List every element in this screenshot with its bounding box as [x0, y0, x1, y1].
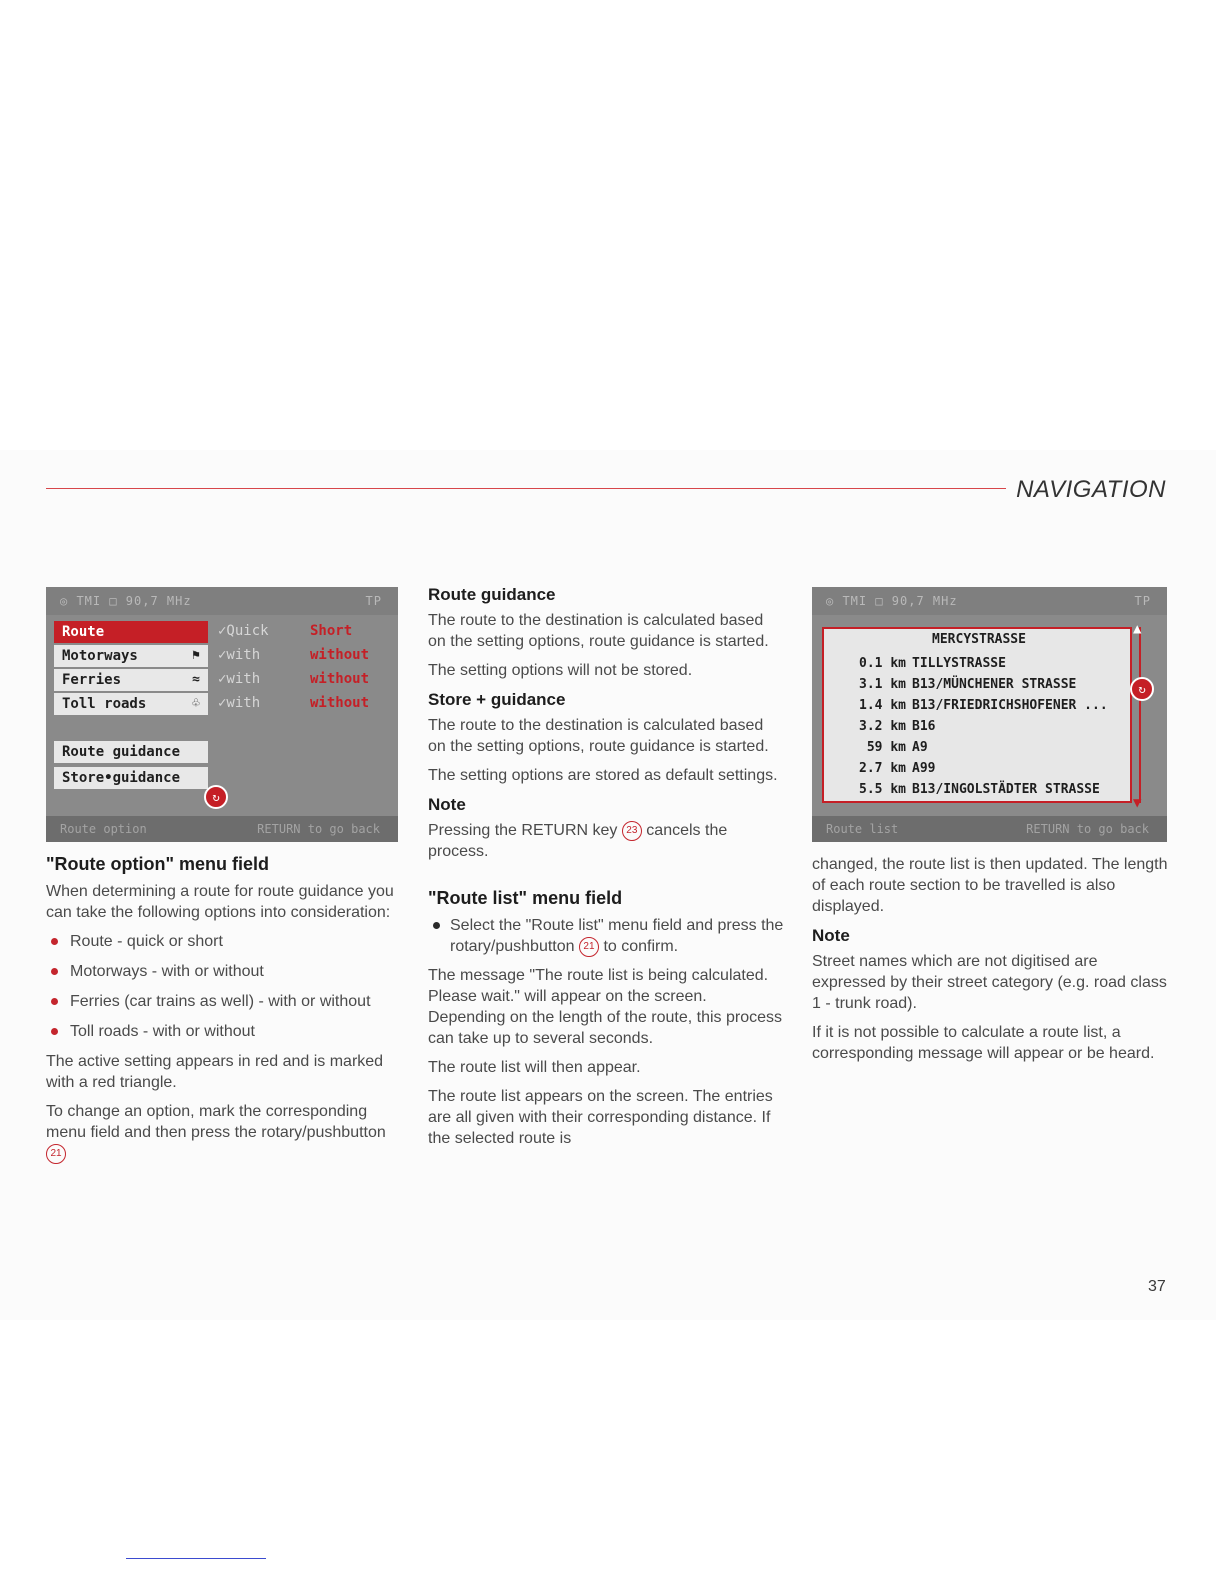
list-item[interactable]: 3.1 km B13/MÜNCHENER STRASSE	[859, 677, 1077, 692]
option-toll-with[interactable]: ✓with	[218, 695, 261, 711]
header-rule	[46, 488, 1006, 489]
button-ref-23: 23	[622, 821, 642, 841]
route-start-street: MERCYSTRASSE	[932, 632, 1026, 647]
paragraph: changed, the route list is then updated. The length of each route section to be travelled is also displayed.	[812, 856, 1168, 915]
screen-bottom-bar	[812, 816, 1167, 842]
list-item: Motorways - with or without	[46, 961, 400, 982]
heading-route-list: "Route list" menu field	[428, 888, 623, 908]
screen-name: Route option	[60, 822, 147, 836]
ferry-icon: ≈	[192, 672, 200, 687]
paragraph: The route to the destination is calculated based on the setting options, route guidance is started.	[428, 717, 769, 755]
paragraph: If it is not possible to calculate a route list, a corresponding message will appear or be heard.	[812, 1024, 1155, 1062]
option-route-short[interactable]: Short	[310, 623, 353, 639]
scroll-up-arrow-icon[interactable]: ▲	[1133, 621, 1142, 637]
option-ferries-with[interactable]: ✓with	[218, 671, 261, 687]
paragraph: The setting options will not be stored.	[428, 662, 693, 679]
option-motorways-without[interactable]: without	[310, 647, 370, 663]
menu-item-toll-roads[interactable]: Toll roads ♧	[54, 693, 208, 715]
status-text: ◎ TMI □ 90,7 MHz	[60, 594, 192, 608]
menu-item-route[interactable]: Route	[54, 621, 208, 643]
paragraph: To change an option, mark the corresponding menu field and then press the rotary/pushbutton 21	[46, 1101, 400, 1164]
scroll-down-arrow-icon[interactable]: ▼	[1133, 795, 1142, 811]
options-list	[46, 931, 400, 1042]
menu-item-ferries[interactable]: Ferries ≈	[54, 669, 208, 691]
return-hint: RETURN to go back	[1026, 822, 1149, 836]
scrollbar[interactable]	[1139, 627, 1141, 803]
list-item[interactable]: 3.2 km B16	[859, 719, 936, 734]
paragraph: The route list appears on the screen. The entries are all given with their corresponding distance. If the selected route is	[428, 1088, 773, 1147]
tp-indicator: TP	[1134, 594, 1151, 608]
tp-indicator: TP	[365, 594, 382, 608]
route-list[interactable]	[822, 627, 1132, 803]
heading-route-option: "Route option" menu field	[46, 854, 270, 874]
motorway-icon: ⚑	[192, 648, 200, 663]
list-item[interactable]: 59 km A9	[866, 740, 928, 755]
screen-status-bar	[46, 587, 398, 615]
paragraph: When determining a route for route guidance you can take the following options into consideration:	[46, 883, 394, 921]
status-text: ◎ TMI □ 90,7 MHz	[826, 594, 958, 608]
route-list-screen	[812, 587, 1167, 842]
rotary-knob-icon: ↻	[1130, 677, 1154, 701]
heading-note: Note	[812, 926, 850, 945]
paragraph: The message "The route list is being calculated. Please wait." will appear on the screen. Depending on the length of the route, this process can take up to several seconds.	[428, 967, 783, 1047]
screen-status-bar	[812, 587, 1167, 615]
heading-route-guidance: Route guidance	[428, 585, 556, 604]
screen-name: Route list	[826, 822, 899, 836]
column-1	[46, 854, 400, 1172]
list-item[interactable]: 2.7 km A99	[859, 761, 936, 776]
option-ferries-without[interactable]: without	[310, 671, 370, 687]
button-ref-21: 21	[46, 1144, 66, 1164]
list-item: Route - quick or short	[46, 931, 400, 952]
column-2	[428, 584, 784, 1157]
toll-icon: ♧	[192, 696, 200, 711]
menu-item-motorways[interactable]: Motorways ⚑	[54, 645, 208, 667]
rotary-knob-icon: ↻	[204, 785, 228, 809]
menu-item-store-guidance[interactable]: Store•guidance	[54, 767, 208, 789]
section-title: NAVIGATION	[1016, 476, 1166, 503]
list-item[interactable]: 0.1 km TILLYSTRASSE	[859, 656, 1006, 671]
screen-bottom-bar	[46, 816, 398, 842]
paragraph: Select the "Route list" menu field and press the rotary/pushbutton 21 to confirm.	[428, 915, 784, 957]
page-number: 37	[1148, 1278, 1166, 1295]
column-3	[812, 854, 1168, 1072]
return-hint: RETURN to go back	[257, 822, 380, 836]
option-route-quick[interactable]: ✓Quick	[218, 623, 269, 639]
route-option-screen	[46, 587, 398, 842]
menu-item-route-guidance[interactable]: Route guidance	[54, 741, 208, 763]
list-item: Toll roads - with or without	[46, 1021, 400, 1042]
heading-store-guidance: Store + guidance	[428, 690, 566, 709]
option-motorways-with[interactable]: ✓with	[218, 647, 261, 663]
paragraph: The route to the destination is calculated based on the setting options, route guidance is started.	[428, 612, 769, 650]
paragraph: The active setting appears in red and is marked with a red triangle.	[46, 1053, 384, 1091]
footer-rule	[126, 1558, 266, 1559]
paragraph: The setting options are stored as default settings.	[428, 767, 778, 784]
paragraph: Street names which are not digitised are expressed by their street category (e.g. road class 1 - trunk road).	[812, 953, 1167, 1012]
paragraph: The route list will then appear.	[428, 1059, 641, 1076]
list-item[interactable]: 1.4 km B13/FRIEDRICHSHOFENER ...	[859, 698, 1108, 713]
list-item[interactable]: 5.5 km B13/INGOLSTÄDTER STRASSE	[859, 782, 1100, 797]
list-item: Ferries (car trains as well) - with or without	[46, 991, 400, 1012]
button-ref-21: 21	[579, 937, 599, 957]
option-toll-without[interactable]: without	[310, 695, 370, 711]
paragraph: Pressing the RETURN key 23 cancels the process.	[428, 822, 728, 860]
heading-note: Note	[428, 795, 466, 814]
